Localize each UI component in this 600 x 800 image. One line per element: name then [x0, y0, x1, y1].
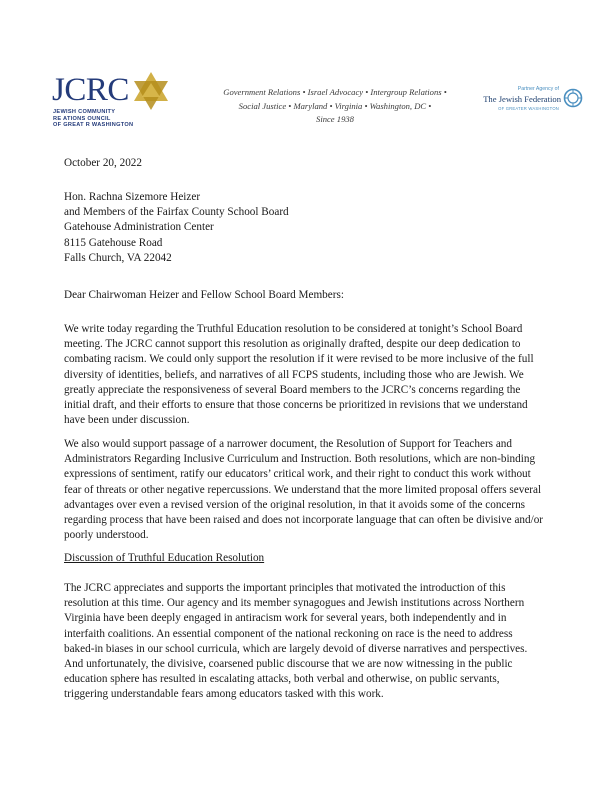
- tagline-line3: Since 1938: [316, 114, 354, 124]
- federation-logo: [483, 86, 573, 116]
- partner-name: The Jewish Federation: [483, 94, 561, 104]
- paragraph-1: [64, 322, 544, 428]
- paragraph-3: [64, 581, 544, 703]
- logo-name-line2: RE ATIONS OUNCIL: [53, 115, 111, 122]
- federation-circle-icon: [563, 88, 583, 108]
- recipient-address: [64, 190, 544, 266]
- recipient-line: 8115 Gatehouse Road: [64, 236, 163, 249]
- tagline-line2: Social Justice • Maryland • Virginia • Washington, DC •: [238, 100, 432, 111]
- section-heading: Discussion of Truthful Education Resolution: [64, 552, 265, 564]
- jcrc-logo: [52, 74, 170, 134]
- recipient-line: Gatehouse Administration Center: [64, 221, 214, 234]
- logo-name-line3: OF GREAT R WASHINGTON: [53, 122, 134, 128]
- logo-acronym: JCRC: [52, 72, 129, 108]
- recipient-line: Falls Church, VA 22042: [64, 251, 172, 264]
- salutation: Dear Chairwoman Heizer and Fellow School Board Members:: [64, 289, 344, 301]
- star-of-david-icon: [132, 71, 170, 111]
- partner-sub: OF GREATER WASHINGTON: [498, 106, 559, 111]
- paragraph-text: We also would support passage of a narrower document, the Resolution of Support for Teachers and Administrators Regarding Inclusive Curriculum and Instruction. Both resolutions, which are non-binding expressions of sentiment, ratify our educators’ critical work, and their right to conduct this work without fear of threats or other negative repercussions. We understand that the more limited proposal offers several advantages over even a revised version of the original resolution, in that it avoids some of the concerns regarding process that have been raised and does not incorporate language that can often be divisive and/or poorly understood.: [64, 438, 544, 542]
- paragraph-text: We write today regarding the Truthful Education resolution to be considered at tonight’s School Board meeting. The JCRC cannot support this resolution as originally drafted, despite our deep dedication to combating racism. We could only support the resolution if it were revised to be more inclusive of the full diversity of identities, beliefs, and narratives of all FCPS students, including those who are Jewish. We greatly appreciate the responsiveness of several Board members to the JCRC’s concerns regarding the initial draft, and their efforts to ensure that those concerns be prioritized in revisions that we understand have been under discussion.: [64, 323, 534, 427]
- partner-label: Partner Agency of: [517, 86, 559, 92]
- letterhead-tagline: [205, 86, 465, 127]
- logo-name-line1: JEWISH COMMUNITY: [53, 109, 116, 115]
- tagline-line1: Government Relations • Israel Advocacy • Intergroup Relations •: [223, 87, 447, 97]
- paragraph-text: The JCRC appreciates and supports the important principles that motivated the introduction of this resolution at this time. Our agency and its member synagogues and Jewish institutions across Northern Virginia have been deeply engaged in antiracism work for several years, both independently and in interfaith coalitions. An essential component of the national reckoning on race is the need to address baked-in biases in our school curricula, which are largely devoid of diverse narratives and perspectives. And unfortunately, the divisive, coarsened public discourse that we are now witnessing in the public education sphere has resulted in escalating attacks, both verbal and otherwise, on public servants, triggering understandable fears among educators tasked with this work.: [64, 582, 528, 701]
- paragraph-2: [64, 437, 544, 543]
- letter-date: October 20, 2022: [64, 157, 142, 169]
- recipient-line: and Members of the Fairfax County School Board: [64, 206, 289, 219]
- recipient-line: Hon. Rachna Sizemore Heizer: [64, 191, 201, 203]
